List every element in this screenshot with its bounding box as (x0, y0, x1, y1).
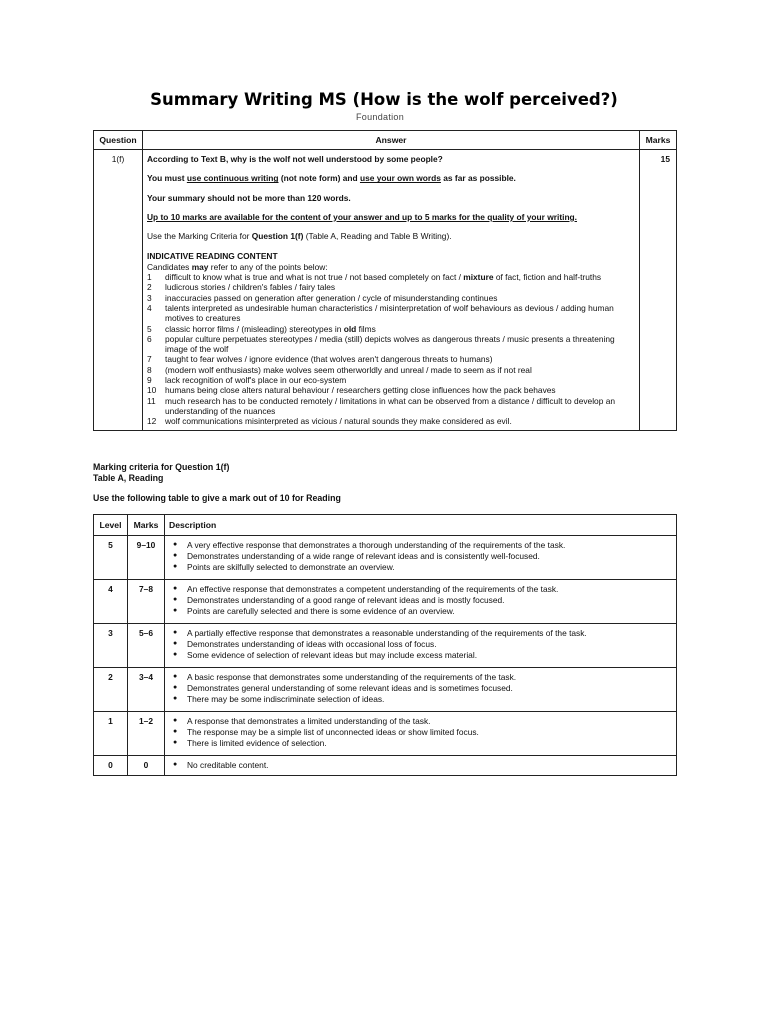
level-cell: 0 (94, 756, 128, 776)
header-description: Description (165, 515, 677, 536)
instruction-marks: Up to 10 marks are available for the content of your answer and up to 5 marks for the quality of your writing. (147, 211, 578, 222)
header-answer: Answer (143, 131, 640, 150)
list-item: 8 (modern wolf enthusiasts) make wolves seem otherworldly and unreal / made to seem as if not real (147, 364, 532, 375)
list-item: 1 difficult to know what is true and what is not true / not based completely on fact / mixture of fact, fiction and half-truths (147, 272, 602, 283)
list-item: ● Some evidence of selection of relevant ideas but may include excess material. (173, 649, 478, 660)
level-cell: 5 (94, 536, 128, 580)
list-item: ● The response may be a simple list of unconnected ideas or show limited focus. (173, 726, 479, 737)
description-cell (165, 756, 677, 776)
marks-cell: 1–2 (128, 712, 165, 756)
list-item: ● A response that demonstrates a limited understanding of the task. (173, 716, 431, 726)
page-title: Summary Writing MS (How is the wolf perceived?) (150, 90, 618, 109)
section-heading: INDICATIVE READING CONTENT (147, 251, 278, 262)
answer-cell (143, 150, 640, 431)
list-item: ● A partially effective response that demonstrates a reasonable understanding of the requirements of the task. (173, 628, 587, 638)
table-header-row (94, 515, 677, 536)
mark-scheme-table (93, 130, 677, 431)
instruction-writing: You must use continuous writing (not note form) and use your own words as far as possible. (147, 173, 516, 184)
list-item: ● No creditable content. (173, 760, 269, 770)
marks-cell: 5–6 (128, 624, 165, 668)
level-cell: 2 (94, 668, 128, 712)
level-cell: 3 (94, 624, 128, 668)
question-number: 1(f) (94, 150, 143, 431)
instruction-word-limit: Your summary should not be more than 120 words. (147, 192, 351, 203)
marks-cell: 0 (128, 756, 165, 776)
table-row (94, 150, 677, 431)
list-item: 12 wolf communications misinterpreted as vicious / natural sounds they make considered as evil. (147, 416, 512, 427)
candidates-note: Candidates may refer to any of the points below: (147, 261, 328, 272)
list-item: 10 humans being close alters natural behaviour / researchers getting close influences how the pack behaves (147, 385, 556, 396)
list-item: ● There may be some indiscriminate selection of ideas. (173, 693, 385, 704)
description-cell (165, 668, 677, 712)
table-row (94, 668, 677, 712)
level-cell: 1 (94, 712, 128, 756)
table-row (94, 624, 677, 668)
list-item: ● Demonstrates understanding of ideas with occasional loss of focus. (173, 638, 437, 649)
list-item: 9 lack recognition of wolf's place in our eco-system (147, 375, 347, 386)
marks-value: 15 (640, 150, 677, 431)
table-row (94, 536, 677, 580)
description-cell (165, 712, 677, 756)
header-marks: Marks (640, 131, 677, 150)
list-item: ● There is limited evidence of selection. (173, 737, 327, 748)
criteria-heading: Marking criteria for Question 1(f) (93, 462, 230, 472)
table-header-row (94, 131, 677, 150)
list-item: 7 taught to fear wolves / ignore evidence (that wolves aren't dangerous threats to humans) (147, 354, 493, 365)
table-row (94, 756, 677, 776)
table-row (94, 712, 677, 756)
marks-cell: 9–10 (128, 536, 165, 580)
cutoff-text: Foundation (356, 112, 405, 122)
reading-criteria-table (93, 514, 677, 776)
list-item: ● Demonstrates general understanding of some relevant ideas and is sometimes focused. (173, 682, 513, 693)
description-cell (165, 536, 677, 580)
instruction-criteria: Use the Marking Criteria for Question 1(f) (Table A, Reading and Table B Writing). (147, 231, 452, 242)
list-item: ● Points are carefully selected and there is some evidence of an overview. (173, 605, 455, 616)
table-row (94, 580, 677, 624)
header-question: Question (94, 131, 143, 150)
list-item: ● A basic response that demonstrates some understanding of the requirements of the task. (173, 672, 517, 682)
description-cell (165, 580, 677, 624)
list-item: 4 talents interpreted as undesirable human characteristics / misinterpretation of wolf behaviours as devious / adding human motives to creatures (147, 302, 614, 324)
list-item: 6 popular culture perpetuates stereotypes / media (still) depicts wolves as dangerous threats / music presents a threatening image of the wolf (147, 333, 615, 355)
list-item: 11 much research has to be conducted remotely / limitations in what can be observed from a distance / difficult to develop an understanding of the nuances (147, 395, 616, 416)
level-cell: 4 (94, 580, 128, 624)
points-list (147, 272, 635, 426)
list-item: ● A very effective response that demonstrates a thorough understanding of the requirements of the task. (173, 540, 566, 550)
list-item: ● Demonstrates understanding of a good range of relevant ideas and is mostly focused. (173, 594, 505, 605)
question-prompt: According to Text B, why is the wolf not well understood by some people? (147, 154, 443, 164)
marks-cell: 3–4 (128, 668, 165, 712)
header-marks: Marks (128, 515, 165, 536)
description-cell (165, 624, 677, 668)
list-item: 2 ludicrous stories / children's fables / fairy tales (147, 282, 336, 293)
list-item: 5 classic horror films / (misleading) stereotypes in old films (147, 323, 376, 334)
list-item: ● An effective response that demonstrates a competent understanding of the requirements of the task. (173, 584, 559, 594)
list-item: ● Demonstrates understanding of a wide range of relevant ideas and is consistently well-focused. (173, 550, 540, 561)
header-level: Level (94, 515, 128, 536)
list-item: ● Points are skilfully selected to demonstrate an overview. (173, 561, 395, 572)
marks-cell: 7–8 (128, 580, 165, 624)
table-a-heading: Table A, Reading (93, 473, 164, 483)
reading-instruction: Use the following table to give a mark out of 10 for Reading (93, 493, 341, 503)
list-item: 3 inaccuracies passed on generation after generation / cycle of misunderstanding continues (147, 292, 498, 303)
